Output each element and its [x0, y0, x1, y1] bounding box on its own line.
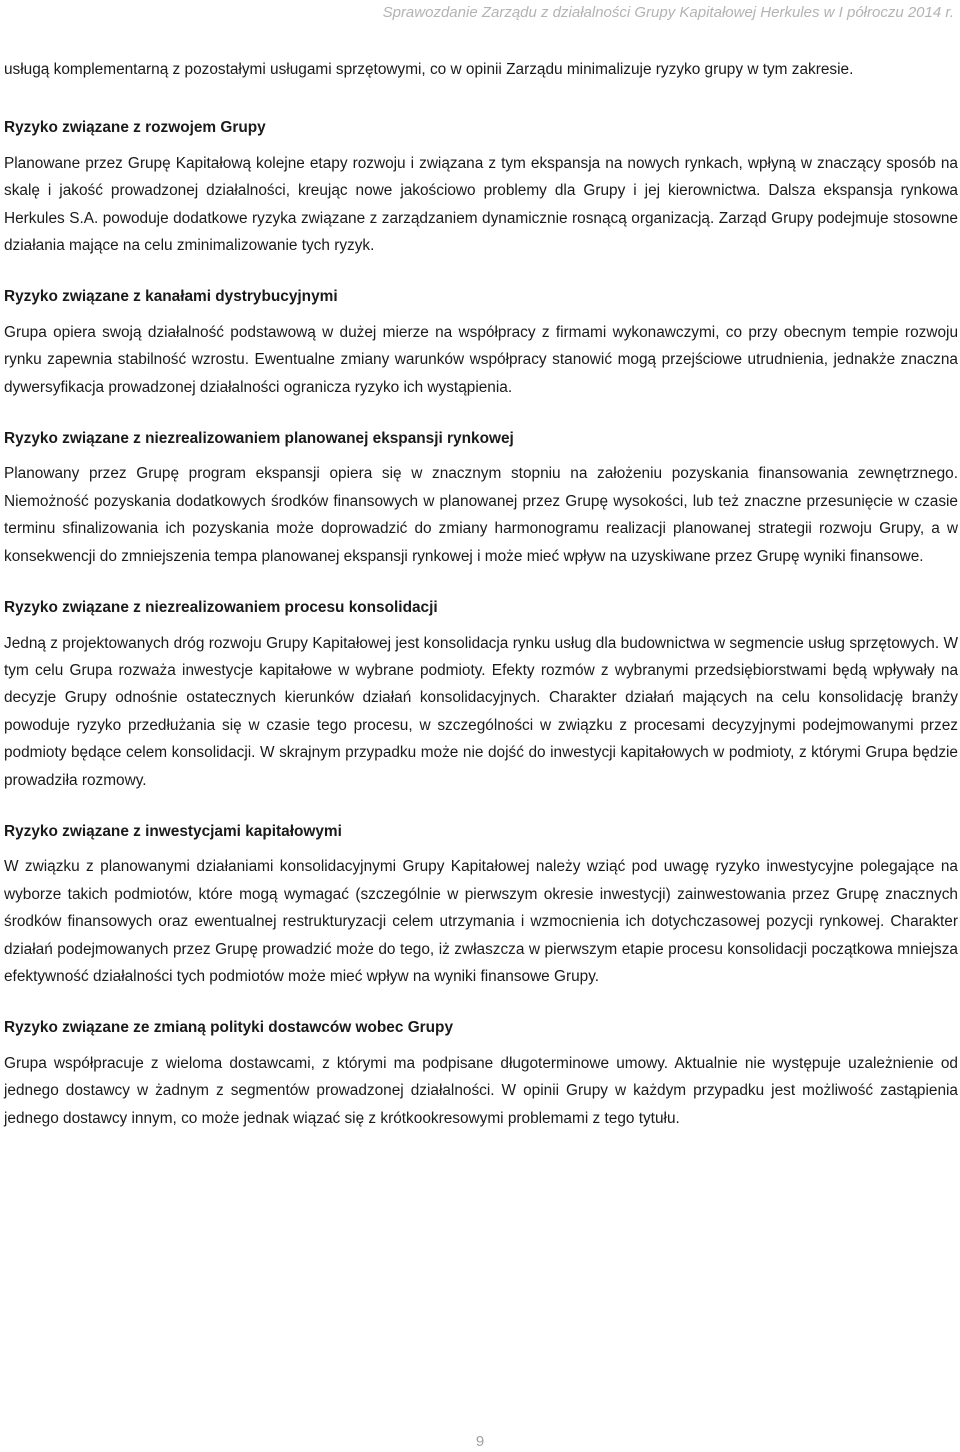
section-paragraph: W związku z planowanymi działaniami konsolidacyjnymi Grupy Kapitałowej należy wziąć pod uwagę ryzyko inwestycyjne polegające na wyborze takich podmiotów, które mogą wymagać (szczególnie w pierwszym okresie inwestycji) zainwestowania przez Grupę znacznych środków finansowych oraz ewentualnej restrukturyzacji celem utrzymania i wzmocnienia ich dotychczasowej pozycji rynkowej. Charakter działań podejmowanych przez Grupę prowadzić może do tego, iż zwłaszcza w pierwszym etapie procesu konsolidacji początkowa mniejsza efektywność działalności tych podmiotów może mieć wpływ na wyniki finansowe Grupy. [4, 858, 958, 985]
section-paragraph: Planowany przez Grupę program ekspansji opiera się w znacznym stopniu na założeniu pozyskania finansowania zewnętrznego. Niemożność pozyskania dodatkowych środków finansowych w planowanej przez Grupę wysokości, lub też znaczne przesunięcie w czasie terminu sfinalizowania ich pozyskania może doprowadzić do zmiany harmonogramu realizacji planowanej strategii rozwoju Grupy, a w konsekwencji do zmniejszenia tempa planowanej ekspansji rynkowej i może mieć wpływ na uzyskiwane przez Grupę wyniki finansowe. [4, 465, 958, 565]
section-heading: Ryzyko związane ze zmianą polityki dostawców wobec Grupy [4, 1019, 454, 1037]
section-heading: Ryzyko związane z kanałami dystrybucyjnymi [4, 288, 338, 306]
intro-paragraph: usługą komplementarną z pozostałymi usługami sprzętowymi, co w opinii Zarządu minimalizuje ryzyko grupy w tym zakresie. [4, 61, 854, 78]
section-inwestycje-kapitalowe [4, 818, 958, 990]
document-body [4, 56, 958, 1156]
section-konsolidacja [4, 594, 958, 794]
section-paragraph: Planowane przez Grupę Kapitałową kolejne etapy rozwoju i związana z tym ekspansja na nowych rynkach, wpłyną w znaczący sposób na skalę i jakość prowadzonej działalności, kreując nowe jakościowo problemy dla Grupy i jej kierownictwa. Dalsza ekspansja rynkowa Herkules S.A. powoduje dodatkowe ryzyka związane z zarządzaniem dynamicznie rosnącą organizacją. Zarząd Grupy podejmuje stosowne działania mające na celu zminimalizowanie tych ryzyk. [4, 154, 958, 255]
section-kanaly-dystrybucyjne [4, 283, 958, 401]
section-heading: Ryzyko związane z niezrealizowaniem procesu konsolidacji [4, 599, 438, 617]
section-ekspansja-rynkowa [4, 425, 958, 570]
section-paragraph: Grupa opiera swoją działalność podstawową w dużej mierze na współpracy z firmami wykonawczymi, co przy obecnym tempie rozwoju rynku zapewnia stabilność wzrostu. Ewentualne zmiany warunków współpracy stanowić mogą przejściowe utrudnienia, jednakże znaczna dywersyfikacja prowadzonej działalności ogranicza ryzyko ich wystąpienia. [4, 323, 958, 396]
section-heading: Ryzyko związane z rozwojem Grupy [4, 119, 266, 137]
section-rozwoj [4, 114, 958, 259]
section-heading: Ryzyko związane z niezrealizowaniem planowanej ekspansji rynkowej [4, 430, 514, 448]
section-heading: Ryzyko związane z inwestycjami kapitałowymi [4, 822, 342, 840]
section-polityka-dostawcow [4, 1014, 958, 1132]
section-paragraph: Jedną z projektowanych dróg rozwoju Grupy Kapitałowej jest konsolidacja rynku usług dla budownictwa w segmencie usług sprzętowych. W tym celu Grupa rozważa inwestycje kapitałowe w wybrane podmioty. Efekty rozmów z wybranymi przedsiębiorstwami będą wpływały na decyzje Grupy odnośnie ostatecznych kierunków działań konsolidacyjnych. Charakter działań mających na celu konsolidację branży powoduje ryzyko przedłużania się w czasie tego procesu, w szczególności w związku z procesami decyzyjnymi podejmowanymi przez podmioty będące celem konsolidacji. W skrajnym przypadku może nie dojść do inwestycji kapitałowych w podmioty, z którymi Grupa będzie prowadziła rozmowy. [4, 634, 958, 789]
running-header: Sprawozdanie Zarządu z działalności Grupy Kapitałowej Herkules w I półroczu 2014 r. [382, 4, 954, 21]
page-number: 9 [475, 1433, 485, 1450]
section-paragraph: Grupa współpracuje z wieloma dostawcami, z którymi ma podpisane długoterminowe umowy. Aktualnie nie występuje uzależnienie od jednego dostawcy w żadnym z segmentów prowadzonej działalności. W opinii Grupy w każdym przypadku jest możliwość zastąpienia jednego dostawcy innym, co może jednak wiązać się z krótkookresowymi problemami z tego tytułu. [4, 1054, 958, 1127]
